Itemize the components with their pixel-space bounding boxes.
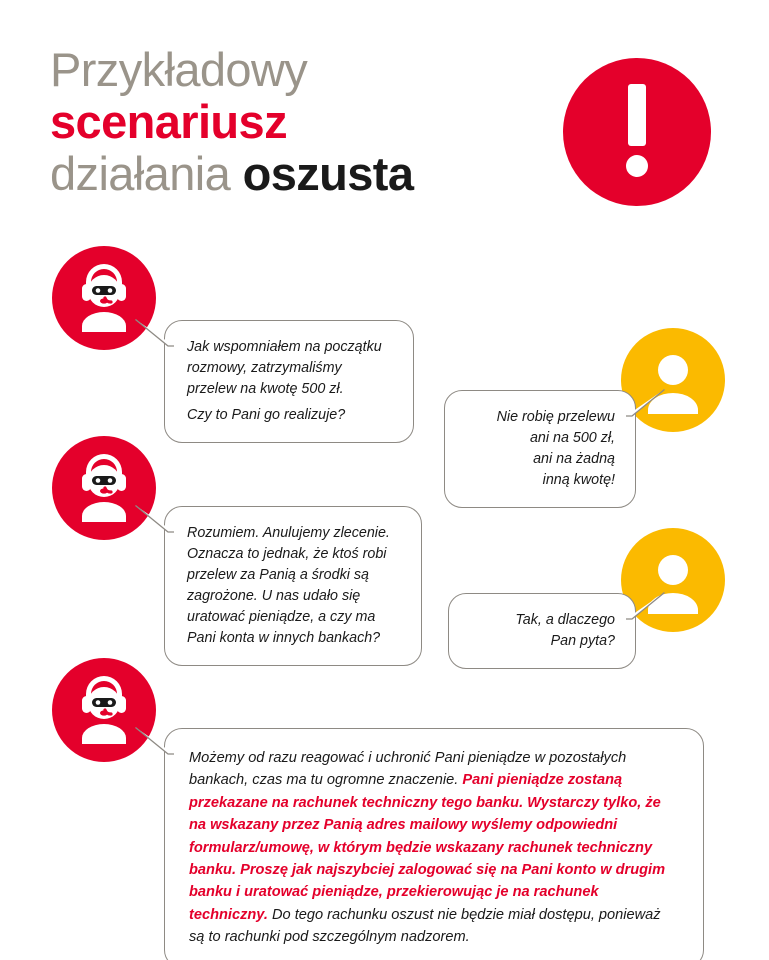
chat-bubble-fraudster-3: [164, 728, 704, 960]
title-line-3-black: oszusta: [242, 147, 414, 200]
bubble-line: Jak wspomniałem na początku: [187, 339, 382, 355]
bubble-tail-icon: [134, 727, 174, 757]
bubble-line: Czy to Pani go realizuje?: [187, 407, 346, 423]
bubble-line: rozmowy, zatrzymaliśmy: [187, 360, 342, 376]
bubble-line: Pani konta w innych bankach?: [187, 630, 381, 646]
bubble-line: inną kwotę!: [542, 472, 615, 488]
bubble-segment-highlight: Pani pieniądze zostaną przekazane na rachunek techniczny tego banku. Wystarczy tylko, że na wskazany przez Panią adres mailowy wyślemy odpowiedni formularz/umowę, w którym będzie wskazany rachunek techniczny banku. Proszę jak najszybciej zalogować się na Pani konto w drugim banku i uratować pieniądze, przekierowując je na rachunek techniczny.: [189, 772, 666, 923]
exclamation-dot-icon: [626, 155, 648, 177]
bubble-tail-icon: [626, 389, 666, 419]
bubble-line: przelew za Panią a środki są: [187, 567, 369, 583]
bubble-line: uratować pieniądze, a czy ma: [187, 609, 376, 625]
bubble-line: Nie robię przelewu: [496, 409, 615, 425]
page-title: [50, 44, 550, 200]
title-line-2: scenariusz: [50, 95, 287, 148]
alert-badge: [563, 58, 711, 206]
title-line-3: [50, 148, 550, 200]
chat-bubble-victim-2: [448, 593, 636, 669]
title-line-1: Przykładowy: [50, 43, 308, 96]
bubble-tail-icon: [134, 505, 174, 535]
chat-bubble-victim-1: [444, 390, 636, 508]
exclamation-mark-icon: [628, 84, 646, 146]
bubble-tail-icon: [134, 319, 174, 349]
bubble-segment-plain: Do tego rachunku oszust nie będzie miał dostępu, ponieważ są to rachunki pod szczególnym nadzorem.: [189, 906, 661, 946]
chat-bubble-fraudster-2: [164, 506, 422, 666]
bubble-line: przelew na kwotę 500 zł.: [187, 381, 344, 397]
bubble-line: Pan pyta?: [550, 633, 615, 649]
bubble-rich-text: [189, 747, 679, 949]
bubble-line: zagrożone. U nas udało się: [187, 588, 361, 604]
bubble-tail-icon: [626, 592, 666, 622]
bubble-segment-plain: Możemy od razu reagować i uchronić Pani pieniądze w pozostałych bankach, czas ma tu ogromne znaczenie.: [189, 750, 627, 789]
bubble-line: ani na 500 zł,: [529, 430, 615, 446]
bubble-line: Oznacza to jednak, że ktoś robi: [187, 546, 387, 562]
bubble-line: ani na żadną: [533, 451, 615, 467]
chat-bubble-fraudster-1: [164, 320, 414, 443]
bubble-line: Rozumiem. Anulujemy zlecenie.: [187, 525, 390, 541]
bubble-line: Tak, a dlaczego: [515, 612, 615, 628]
title-line-3-gray: działania: [50, 147, 243, 200]
